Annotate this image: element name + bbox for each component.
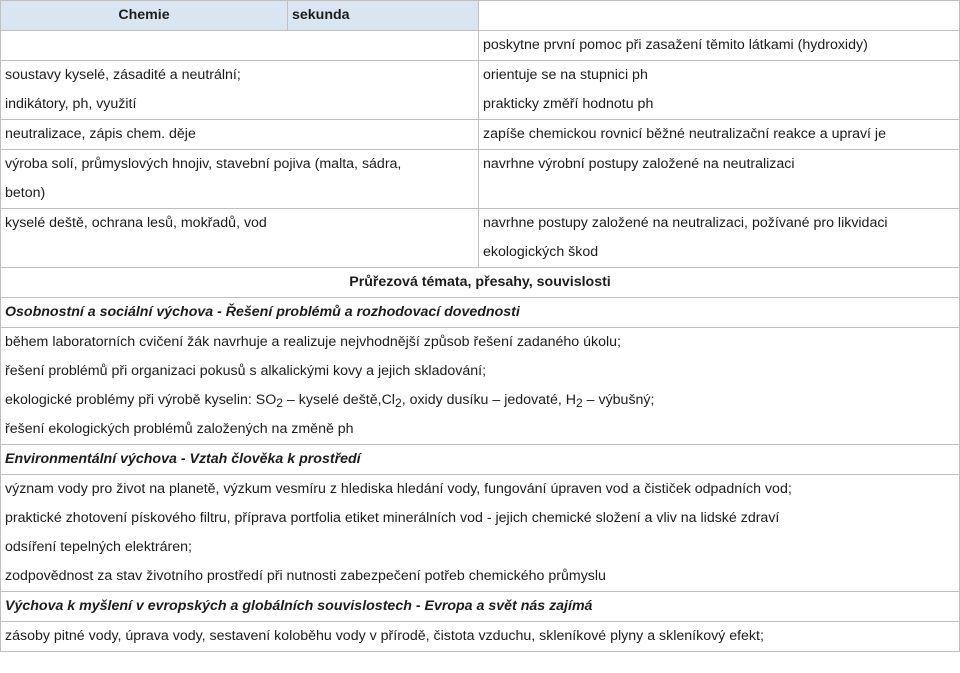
theme-line: řešení problémů při organizaci pokusů s alkalickými kovy a jejich skladování; bbox=[5, 363, 487, 379]
theme-line: význam vody pro život na planetě, výzkum vesmíru z hlediska hledání vody, fungování úpraven vod a čističek odpadních vod; bbox=[5, 481, 792, 497]
theme-line: praktické zhotovení pískového filtru, příprava portfolia etiket minerálních vod - jejich chemické složení a vliv na lidské zdraví bbox=[5, 510, 780, 526]
theme-title: Osobnostní a sociální výchova - Řešení problémů a rozhodovací dovednosti bbox=[1, 298, 960, 328]
theme-title: Environmentální výchova - Vztah člověka k prostředí bbox=[1, 445, 960, 475]
curriculum-topic: výroba solí, průmyslových hnojiv, stavební pojiva (malta, sádra, beton) bbox=[1, 150, 479, 209]
theme-line: zásoby pitné vody, úprava vody, sestavení koloběhu vody v přírodě, čistota vzduchu, skleníkové plyny a skleníkový efekt; bbox=[5, 628, 764, 644]
header-row bbox=[1, 1, 960, 31]
theme-content-row bbox=[1, 328, 960, 445]
section-title: Průřezová témata, přesahy, souvislosti bbox=[1, 268, 960, 298]
theme-content-row bbox=[1, 475, 960, 592]
theme-title-row bbox=[1, 298, 960, 328]
theme-content bbox=[1, 622, 960, 652]
expected-outcome: orientuje se na stupnici ph prakticky změří hodnotu ph bbox=[479, 61, 960, 120]
table-row bbox=[1, 120, 960, 150]
curriculum-topic: kyselé deště, ochrana lesů, mokřadů, vod bbox=[1, 209, 479, 268]
subject-cell: Chemie bbox=[1, 1, 288, 31]
table-row bbox=[1, 150, 960, 209]
theme-title-row bbox=[1, 592, 960, 622]
theme-line: odsíření tepelných elektráren; bbox=[5, 539, 192, 555]
expected-outcome: navrhne výrobní postupy založené na neutralizaci bbox=[479, 150, 960, 209]
section-title-row bbox=[1, 268, 960, 298]
grade-cell: sekunda bbox=[288, 1, 479, 31]
header-blank-cell bbox=[479, 1, 960, 31]
theme-content-row bbox=[1, 622, 960, 652]
theme-line: zodpovědnost za stav životního prostředí při nutnosti zabezpečení potřeb chemického průmyslu bbox=[5, 568, 606, 584]
curriculum-topic: soustavy kyselé, zásadité a neutrální; indikátory, ph, využití bbox=[1, 61, 479, 120]
theme-content bbox=[1, 475, 960, 592]
curriculum-topic: neutralizace, zápis chem. děje bbox=[1, 120, 479, 150]
expected-outcome: navrhne postupy založené na neutralizaci, požívané pro likvidaci ekologických škod bbox=[479, 209, 960, 268]
table-row bbox=[1, 209, 960, 268]
table-row bbox=[1, 61, 960, 120]
theme-line-eco: ekologické problémy při výrobě kyselin: $SO_2$ – kyselé $deště,Cl_2$, oxidy dusíku – jedovaté, $H_2$ – výbušný; bbox=[5, 392, 655, 410]
expected-outcome: zapíše chemickou rovnicí běžné neutralizační reakce a upraví je bbox=[479, 120, 960, 150]
theme-line: řešení ekologických problémů založených na změně ph bbox=[5, 421, 354, 437]
curriculum-topic bbox=[1, 31, 479, 61]
theme-title-row bbox=[1, 445, 960, 475]
table-row bbox=[1, 31, 960, 61]
theme-line: během laboratorních cvičení žák navrhuje a realizuje nejvhodnější způsob řešení zadaného úkolu; bbox=[5, 334, 621, 350]
theme-title: Výchova k myšlení v evropských a globálních souvislostech - Evropa a svět nás zajímá bbox=[1, 592, 960, 622]
expected-outcome: poskytne první pomoc při zasažení těmito látkami (hydroxidy) bbox=[479, 31, 960, 61]
theme-content bbox=[1, 328, 960, 445]
